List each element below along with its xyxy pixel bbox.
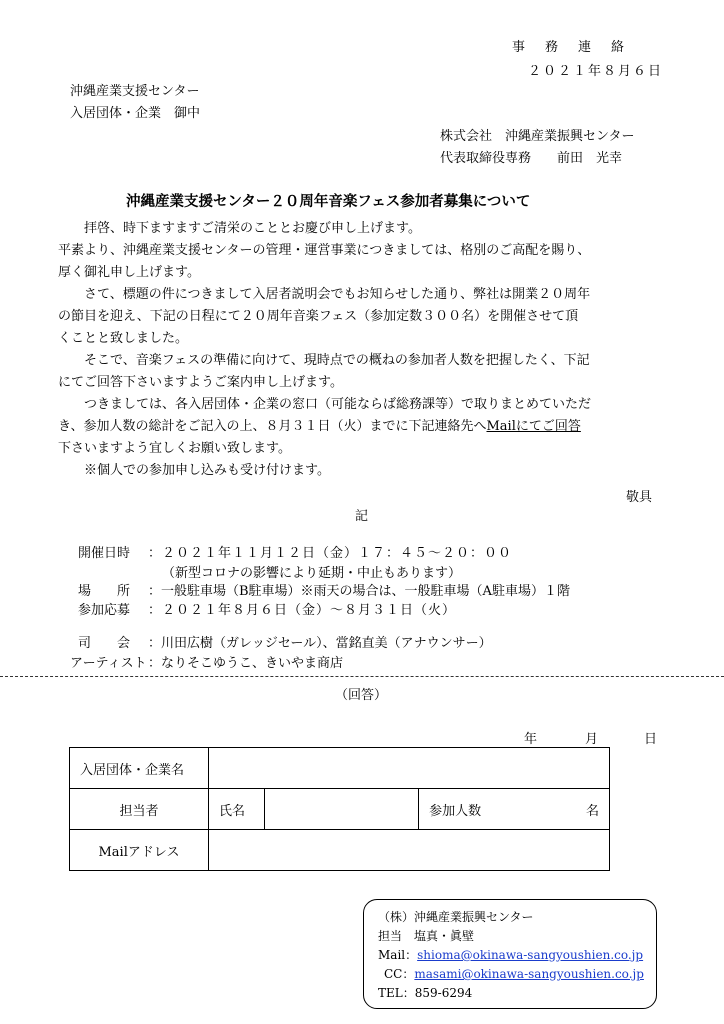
reply-heading: （回答）: [335, 688, 388, 703]
mail-address-field[interactable]: [209, 830, 610, 871]
body-text: [58, 218, 660, 482]
person-label: 担当者: [70, 789, 209, 830]
closing-keigu: 敬具: [626, 490, 653, 505]
contact-cc-row: [378, 965, 642, 984]
sender-person: 代表取締役専務 前田 光幸: [440, 151, 623, 166]
body-line: の節目を迎え、下記の日程にて２０周年音楽フェス（参加定数３００名）を開催させて頂: [58, 309, 579, 324]
body-line: つきましては、各入居団体・企業の窓口（可能ならば総務課等）で取りまとめていただ: [84, 397, 592, 412]
body-line: にてご回答下さいますようご案内申し上げます。: [58, 375, 343, 390]
body-line: くことと致しました。: [58, 331, 189, 346]
artist-value: ：なりそこゆうこ、きいやま商店: [148, 656, 344, 671]
reply-month: 月: [585, 732, 599, 747]
document-title: 沖縄産業支援センター２０周年音楽フェス参加者募集について: [126, 194, 531, 210]
count-field[interactable]: [517, 789, 609, 830]
recipient-line-1: 沖縄産業支援センター: [70, 84, 200, 99]
artist-label: アーティスト: [70, 656, 147, 671]
body-line: 平素より、沖縄産業支援センターの管理・運営事業につきましては、格別のご高配を賜り、: [58, 243, 591, 258]
ki-heading: 記: [355, 509, 369, 524]
mail-reply-instruction: Mailにてご回答: [486, 419, 581, 434]
count-label: 参加人数: [419, 789, 517, 830]
body-line: さて、標題の件につきまして入居者説明会でもお知らせした通り、弊社は開業２０周年: [84, 287, 591, 302]
contact-box: [363, 899, 657, 1009]
contact-mail-row: [378, 946, 642, 965]
body-line: 拝啓、時下ますますご清栄のこととお慶び申し上げます。: [84, 221, 421, 236]
reply-day: 日: [644, 732, 658, 747]
document-date: ２０２１年８月６日: [528, 64, 664, 79]
name-field[interactable]: [265, 789, 419, 830]
event-date-label: 開催日時: [78, 546, 131, 561]
recipient-line-2: 入居団体・企業 御中: [70, 106, 201, 121]
mc-label: 司 会: [78, 636, 131, 651]
contact-org: （株）沖縄産業振興センター: [378, 910, 534, 924]
body-line: [58, 416, 660, 438]
event-place-value: ：一般駐車場（B駐車場）※雨天の場合は、一般駐車場（A駐車場）１階: [148, 584, 570, 599]
contact-cc-link[interactable]: masami@okinawa-sangyoushien.co.jp: [414, 967, 644, 981]
body-line: そこで、音楽フェスの準備に向けて、現時点での概ねの参加者人数を把握したく、下記: [84, 353, 590, 368]
cut-line: [0, 676, 724, 677]
mc-value: ：川田広樹（ガレッジセール）、當銘直美（アナウンサー）: [148, 636, 492, 651]
apply-period-label: 参加応募: [78, 603, 131, 618]
apply-period-value: ：２０２１年８月６日（金）～８月３１日（火）: [148, 603, 457, 618]
body-line-text: き、参加人数の総計をご記入の上、８月３１日（火）までに下記連絡先へ: [58, 419, 487, 434]
mail-address-label: Mailアドレス: [70, 830, 209, 871]
contact-staff: 担当 塩真・眞壁: [378, 929, 475, 943]
contact-mail-label: Mail：: [378, 948, 418, 962]
reply-form: [69, 747, 610, 871]
body-line: 下さいますよう宜しくお願い致します。: [58, 441, 291, 456]
contact-mail-link[interactable]: shioma@okinawa-sangyoushien.co.jp: [417, 948, 644, 962]
org-name-field[interactable]: [209, 748, 610, 789]
name-label: 氏名: [209, 789, 265, 830]
count-unit: 名: [585, 803, 599, 819]
notice-type: 事務連絡: [512, 40, 645, 55]
org-name-label: 入居団体・企業名: [70, 748, 209, 789]
event-date-note: （新型コロナの影響により延期・中止もあります）: [162, 566, 462, 581]
body-line: ※個人での参加申し込みも受け付けます。: [84, 463, 330, 478]
event-date-value: ：２０２１年１１月１２日（金）１７：４５～２０：００: [148, 546, 513, 561]
body-line: 厚く御礼申し上げます。: [58, 265, 200, 280]
event-place-label: 場 所: [78, 584, 131, 599]
contact-tel: TEL：859-6294: [378, 986, 473, 1000]
contact-cc-label: CC：: [384, 967, 415, 981]
reply-year: 年: [524, 732, 538, 747]
sender-company: 株式会社 沖縄産業振興センター: [440, 129, 635, 144]
